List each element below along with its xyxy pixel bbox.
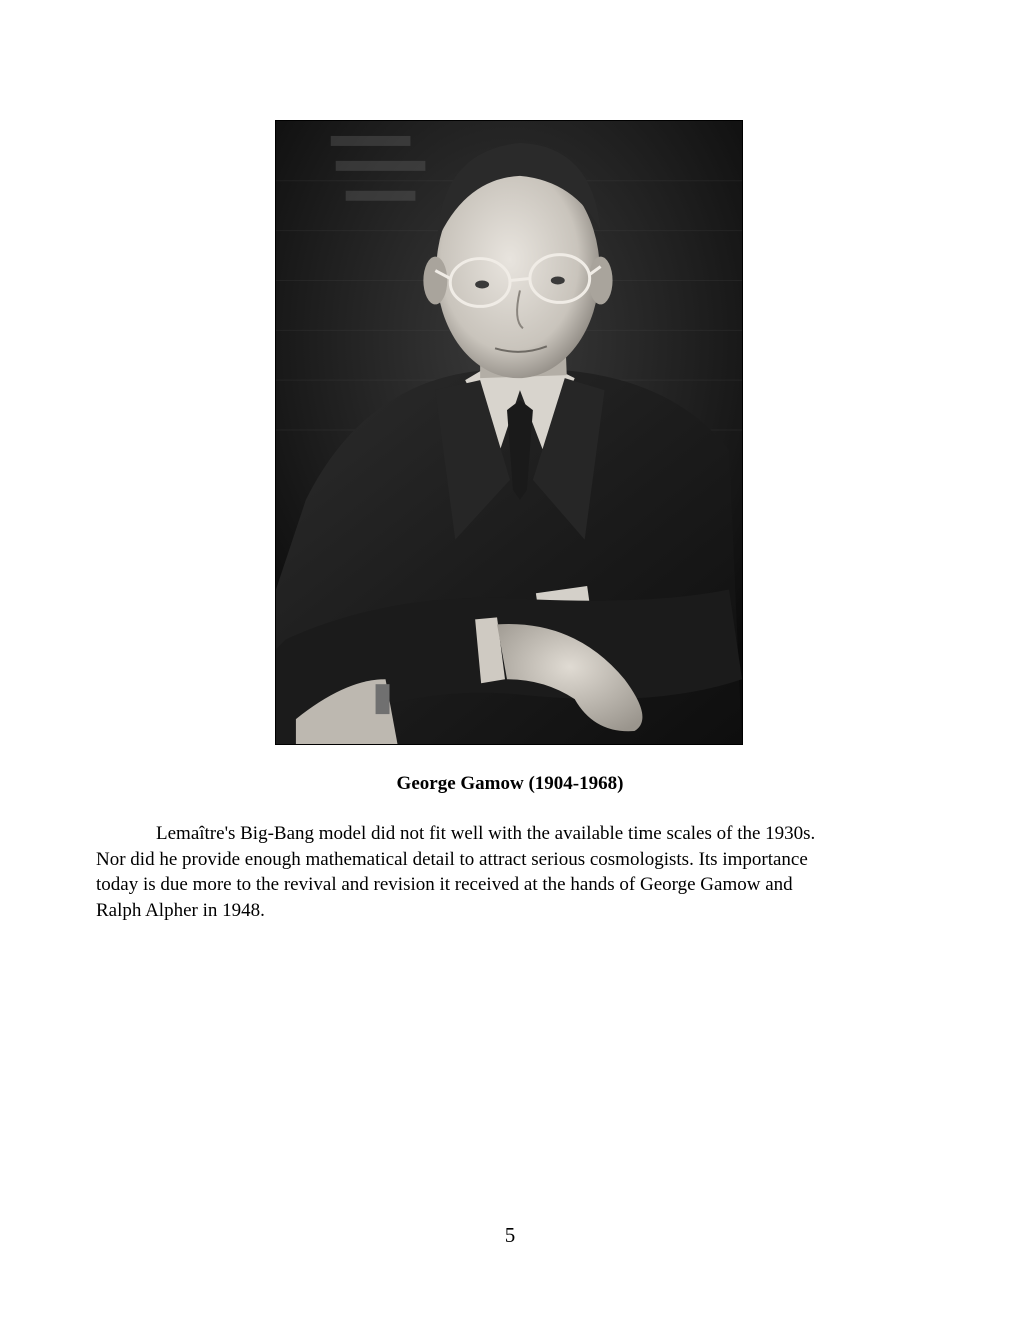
body-paragraph xyxy=(96,821,926,923)
portrait-photo xyxy=(275,120,743,745)
figure-caption: George Gamow (1904-1968) xyxy=(396,773,624,794)
body-line: Lemaître's Big-Bang model did not fit well with the available time scales of the 1930s. xyxy=(156,823,816,844)
portrait-image xyxy=(276,121,742,744)
body-line: Nor did he provide enough mathematical detail to attract serious cosmologists. Its importance xyxy=(96,848,808,870)
page-number: 5 xyxy=(504,1223,516,1247)
body-line: today is due more to the revival and revision it received at the hands of George Gamow and xyxy=(96,874,793,895)
body-line: Ralph Alpher in 1948. xyxy=(96,899,265,921)
